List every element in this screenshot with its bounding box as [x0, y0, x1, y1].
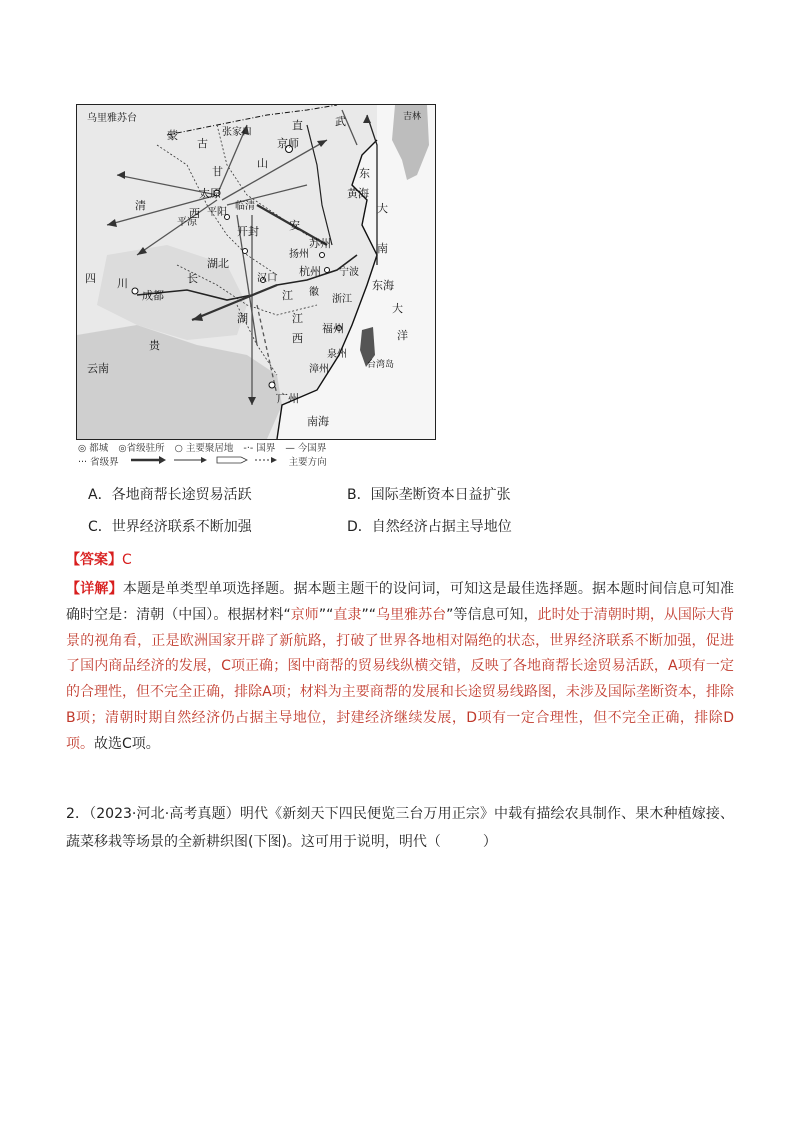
- legend-provincial-border: ··· 省级界: [78, 457, 119, 468]
- question-2: 2．（2023·河北·高考真题）明代《新刻天下四民便览三台万用正宗》中载有描绘农具制作、果木种植嫁接、蔬菜移栽等场景的全新耕织图(下图)。这可用于说明，明代（ ）: [66, 806, 734, 850]
- label-shanxi: 山: [257, 157, 268, 170]
- legend-arrow-icon: [129, 455, 279, 465]
- label-ziyang: 洋: [397, 329, 408, 342]
- detail-text-2: ”“: [318, 606, 334, 623]
- label-pingliang: 平凉: [177, 217, 197, 228]
- label-quanzhou: 泉州: [327, 349, 347, 360]
- option-d: D．自然经济占据主导地位: [347, 519, 512, 535]
- detail-text-5: 故选C项。: [94, 735, 160, 752]
- label-hunan: 湖: [237, 312, 248, 325]
- label-chengdu: 成都: [142, 289, 164, 302]
- label-guizhou: 贵: [149, 339, 160, 352]
- label-yunnan: 云南: [87, 362, 109, 375]
- label-hubei: 湖北: [207, 257, 229, 270]
- label-xi: 西: [189, 207, 200, 220]
- label-zhangjiakou: 张家口: [222, 127, 252, 138]
- legend-arrow-icons: [129, 455, 279, 468]
- label-taiyuan: 太原: [199, 187, 221, 200]
- detail-paragraph: [66, 577, 734, 758]
- detail-red-2: 直隶: [333, 606, 362, 623]
- label-zhili: 直: [292, 119, 303, 132]
- option-b: B．国际垄断资本日益扩张: [347, 487, 511, 503]
- detail-red-1: 京师: [290, 606, 319, 623]
- detail-red-4: 此时处于清朝时期，从国际大背景的视角看，正是欧洲国家开辟了新航路，打破了世界各地相对隔绝的状态，世界经济联系不断加强，促进了国内商品经济的发展，C项正确；图中商帮的贸易线纵横交错，反映了各地商帮长途贸易活跃，A项有一定的合理性，但不完全正确，排除A项；材料为主要商帮的发展和长途贸易线路图，未涉及国际垄断资本，排除B项；清朝时期自然经济仍占据主导地位，封建经济继续发展，D项有一定合理性，但不完全正确，排除D项。: [66, 606, 734, 752]
- label-huanghai: 黄海: [347, 187, 369, 200]
- label-hankou: 汉口: [257, 273, 277, 284]
- label-dong: 东: [359, 167, 370, 180]
- label-guangzhou: 广州: [277, 392, 299, 405]
- answer-value: C: [122, 552, 132, 568]
- label-zhejiang: 浙江: [332, 294, 352, 305]
- label-jiang: 江: [282, 289, 293, 302]
- label-si: 四: [85, 272, 96, 285]
- label-taiwan: 台湾岛: [367, 360, 395, 370]
- south-land-shading: [77, 325, 282, 439]
- label-sichuan: 川: [117, 277, 128, 290]
- label-gan: 甘: [212, 165, 223, 178]
- label-nanchang: 南: [377, 242, 388, 255]
- label-jingshi: 京师: [277, 137, 299, 150]
- label-yangzhou: 扬州: [289, 249, 309, 260]
- label-linqing: 临清: [235, 201, 255, 212]
- detail-text-1: 本题是单类型单项选择题。据本题主题干的设问词，可知这是最佳选择题。据本题时间信息可知准确时空是：清朝（中国）。根据材料“: [66, 581, 735, 623]
- label-jilin: 吉林: [403, 112, 422, 122]
- label-nanhai: 南海: [307, 415, 329, 428]
- legend-row-2: [78, 454, 438, 468]
- label-fuzhou: 福州: [322, 322, 344, 335]
- label-jiangxi: 江: [292, 312, 303, 325]
- legend-provincial: ◎省级驻所: [118, 443, 165, 454]
- label-qing: 清: [135, 199, 146, 212]
- option-c: C．世界经济联系不断加强: [88, 519, 252, 535]
- legend-capital: ◎ 都城: [78, 443, 109, 454]
- label-meng: 蒙: [167, 129, 178, 142]
- label-da: 大: [377, 202, 388, 215]
- national-border: [167, 105, 337, 135]
- detail-text-3: ”“: [361, 606, 376, 623]
- label-dayang: 大: [392, 302, 403, 315]
- legend-today-border: — 今国界: [285, 443, 327, 454]
- label-gu: 古: [197, 137, 208, 150]
- label-dajiang: 长: [187, 272, 198, 285]
- label-jiangxi2: 西: [292, 332, 303, 345]
- answer-line: [66, 549, 132, 569]
- label-hangzhou: 杭州: [299, 265, 321, 278]
- detail-red-3: 乌里雅苏台: [375, 606, 447, 623]
- detail-text-4: ”等信息可知，: [446, 606, 538, 623]
- label-donghai: 东海: [372, 279, 394, 292]
- label-anhui: 安: [289, 219, 300, 232]
- label-wu: 武: [335, 115, 346, 128]
- label-pingyang: 平阳: [207, 207, 227, 218]
- answer-tag: 【答案】: [66, 552, 122, 568]
- legend-direction: 主要方向: [288, 457, 327, 468]
- map-legend: [78, 440, 438, 468]
- map-drawing: [77, 105, 435, 439]
- legend-border: -·- 国界: [243, 443, 276, 454]
- label-wulayasutai: 乌里雅苏台: [87, 113, 137, 124]
- label-kaifeng: 开封: [237, 225, 259, 238]
- label-zhangzhou: 漳州: [309, 364, 329, 375]
- legend-row-1: [78, 440, 438, 454]
- label-huizhou: 徽: [309, 287, 319, 298]
- label-suzhou: 苏州: [309, 237, 331, 250]
- detail-tag: 【详解】: [66, 581, 123, 597]
- trade-route-map: [76, 104, 436, 440]
- legend-gathering: ○ 主要聚居地: [174, 443, 234, 454]
- label-ningbo: 宁波: [339, 267, 359, 278]
- option-a: A．各地商帮长途贸易活跃: [88, 487, 252, 503]
